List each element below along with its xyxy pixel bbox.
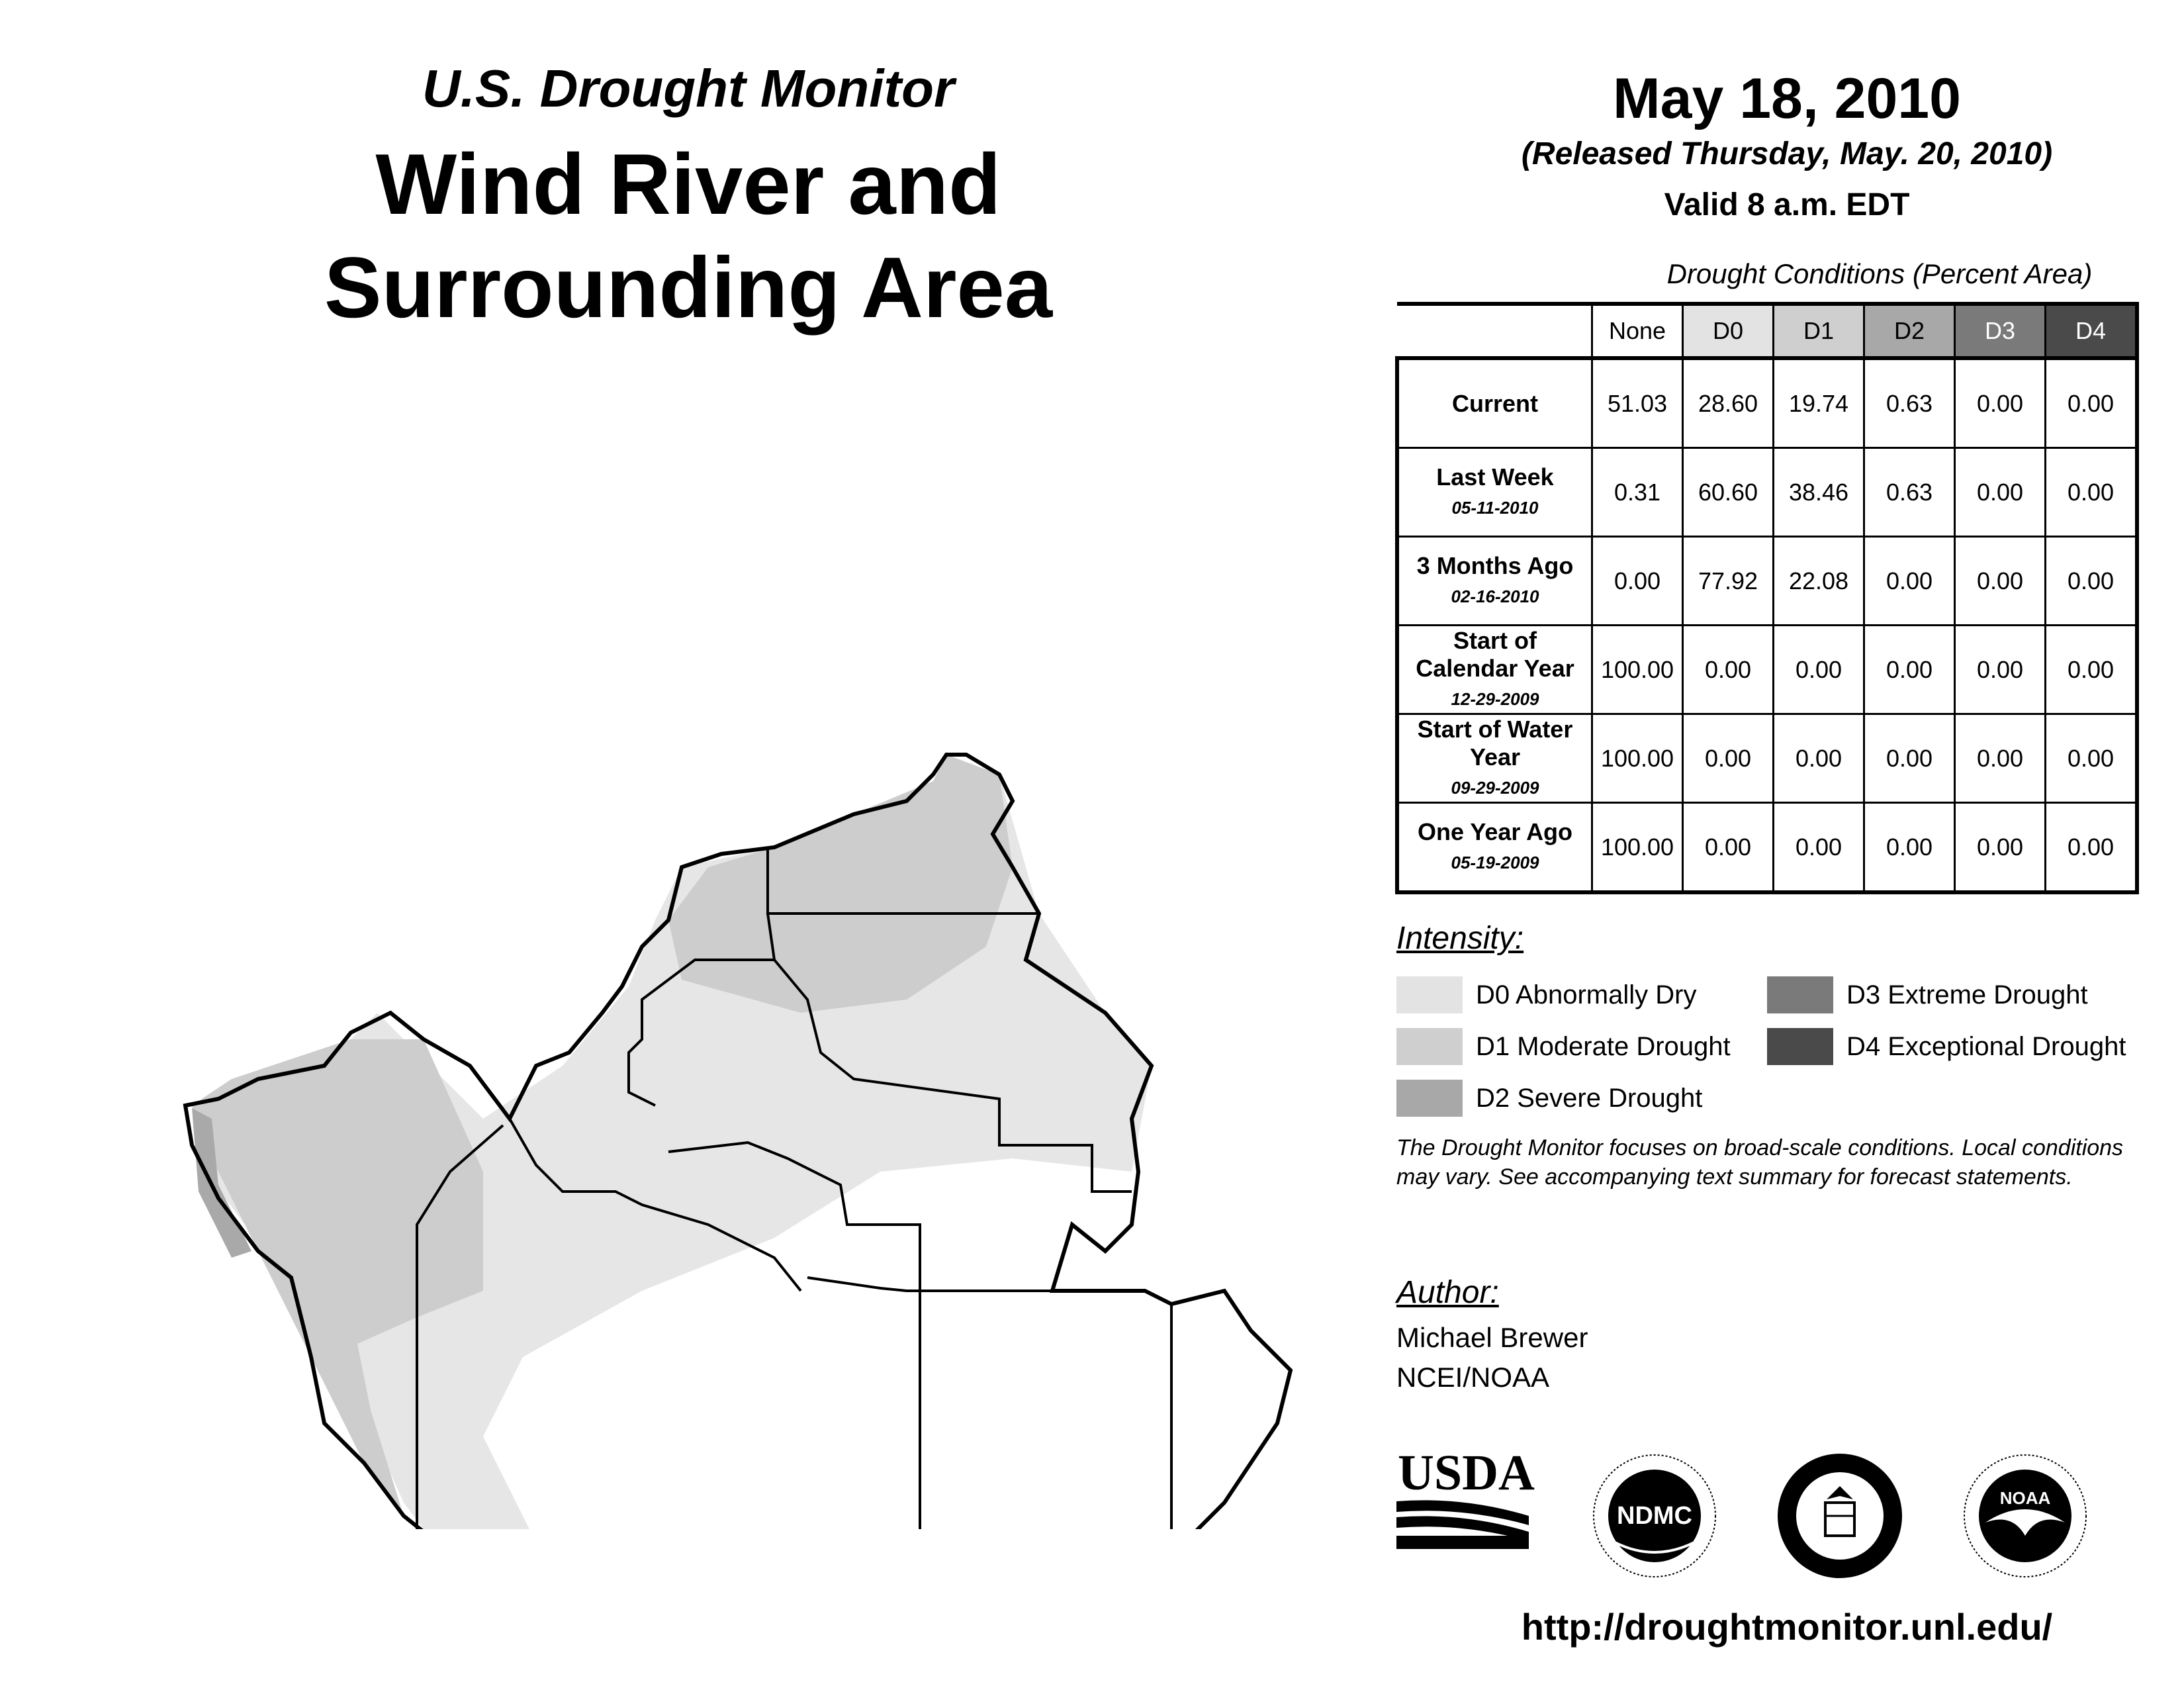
cell-d4: 0.00 bbox=[2046, 448, 2138, 537]
legend-item bbox=[1396, 1028, 1731, 1065]
usda-logo bbox=[1396, 1443, 1535, 1566]
region-title bbox=[278, 132, 1099, 339]
drought-map-svg bbox=[86, 377, 1304, 1529]
drought-monitor-url[interactable]: http://droughtmonitor.unl.edu/ bbox=[1521, 1606, 2053, 1648]
cell-d3: 0.00 bbox=[1955, 714, 2046, 803]
valid-time: Valid 8 a.m. EDT bbox=[1664, 187, 1910, 222]
department-of-commerce-seal bbox=[1774, 1450, 1906, 1585]
legend-swatch bbox=[1767, 976, 1833, 1013]
legend-label: D3 Extreme Drought bbox=[1846, 980, 2088, 1009]
author-org: NCEI/NOAA bbox=[1396, 1362, 1550, 1393]
row-sublabel-date: 05-19-2009 bbox=[1451, 852, 1539, 872]
row-label bbox=[1397, 803, 1592, 893]
legend-swatch bbox=[1396, 976, 1463, 1013]
legend-label: D1 Moderate Drought bbox=[1476, 1031, 1731, 1061]
column-header-d3: D3 bbox=[1955, 304, 2046, 358]
cell-d1: 38.46 bbox=[1774, 448, 1864, 537]
cell-none: 51.03 bbox=[1592, 358, 1683, 448]
cell-none: 0.00 bbox=[1592, 537, 1683, 626]
row-label-text: Current bbox=[1451, 389, 1538, 417]
region-title-line2: Surrounding Area bbox=[324, 239, 1053, 336]
author-name: Michael Brewer bbox=[1396, 1322, 1588, 1353]
cell-d1: 0.00 bbox=[1774, 714, 1864, 803]
cell-d3: 0.00 bbox=[1955, 537, 2046, 626]
cell-d4: 0.00 bbox=[2046, 537, 2138, 626]
row-sublabel-date: 05-11-2010 bbox=[1451, 497, 1539, 518]
noaa-logo-text: NOAA bbox=[1999, 1488, 2051, 1508]
cell-d0: 0.00 bbox=[1683, 714, 1774, 803]
legend-item bbox=[1767, 1028, 2126, 1065]
cell-d4: 0.00 bbox=[2046, 626, 2138, 714]
noaa-logo bbox=[1959, 1450, 2091, 1585]
legend-label: D4 Exceptional Drought bbox=[1846, 1031, 2126, 1061]
row-label bbox=[1397, 626, 1592, 714]
cell-d2: 0.00 bbox=[1864, 803, 1955, 893]
cell-d2: 0.00 bbox=[1864, 537, 1955, 626]
cell-none: 100.00 bbox=[1592, 803, 1683, 893]
cell-d2: 0.63 bbox=[1864, 448, 1955, 537]
table-caption: Drought Conditions (Percent Area) bbox=[1666, 258, 2093, 289]
row-label bbox=[1397, 714, 1592, 803]
cell-d4: 0.00 bbox=[2046, 803, 2138, 893]
region-title-line1: Wind River and bbox=[375, 136, 1001, 232]
drought-map bbox=[86, 377, 1304, 1529]
cell-d4: 0.00 bbox=[2046, 358, 2138, 448]
row-label bbox=[1397, 537, 1592, 626]
row-label-text: One Year Ago bbox=[1417, 818, 1573, 845]
author-title: Author: bbox=[1396, 1275, 1499, 1310]
cell-d0: 77.92 bbox=[1683, 537, 1774, 626]
cell-d1: 22.08 bbox=[1774, 537, 1864, 626]
table-corner bbox=[1397, 304, 1592, 358]
cell-none: 100.00 bbox=[1592, 626, 1683, 714]
usda-logo-text: USDA bbox=[1398, 1445, 1535, 1501]
cell-d0: 60.60 bbox=[1683, 448, 1774, 537]
legend-label: D2 Severe Drought bbox=[1476, 1083, 1703, 1113]
legend-label: D0 Abnormally Dry bbox=[1476, 980, 1697, 1009]
row-label bbox=[1397, 358, 1592, 448]
table-row bbox=[1397, 626, 2137, 714]
table-header-row bbox=[1397, 304, 2137, 358]
map-date: May 18, 2010 bbox=[1613, 67, 1961, 130]
cell-d2: 0.63 bbox=[1864, 358, 1955, 448]
cell-none: 100.00 bbox=[1592, 714, 1683, 803]
cell-d0: 0.00 bbox=[1683, 803, 1774, 893]
legend-item bbox=[1396, 1080, 1702, 1117]
cell-none: 0.31 bbox=[1592, 448, 1683, 537]
table-row bbox=[1397, 803, 2137, 893]
ndmc-logo bbox=[1588, 1450, 1721, 1585]
cell-d4: 0.00 bbox=[2046, 714, 2138, 803]
drought-conditions-table bbox=[1395, 302, 2139, 894]
cell-d3: 0.00 bbox=[1955, 358, 2046, 448]
cell-d3: 0.00 bbox=[1955, 448, 2046, 537]
cell-d0: 28.60 bbox=[1683, 358, 1774, 448]
legend-title: Intensity: bbox=[1396, 921, 1524, 956]
legend-swatch bbox=[1767, 1028, 1833, 1065]
row-sublabel-date: 09-29-2009 bbox=[1451, 777, 1539, 798]
row-label-text: Start of Calendar Year bbox=[1416, 626, 1574, 682]
cell-d3: 0.00 bbox=[1955, 626, 2046, 714]
cell-d1: 0.00 bbox=[1774, 803, 1864, 893]
row-label-text: Last Week bbox=[1436, 463, 1554, 491]
cell-d2: 0.00 bbox=[1864, 714, 1955, 803]
disclaimer-note: The Drought Monitor focuses on broad-scale conditions. Local conditions may vary. See accompanying text summary for forecast statements. bbox=[1396, 1135, 2124, 1190]
cell-d0: 0.00 bbox=[1683, 626, 1774, 714]
row-sublabel-date: 12-29-2009 bbox=[1451, 688, 1539, 709]
column-header-none: None bbox=[1592, 304, 1683, 358]
table-row bbox=[1397, 448, 2137, 537]
released-date: (Released Thursday, May. 20, 2010) bbox=[1521, 136, 2053, 171]
row-label-text: 3 Months Ago bbox=[1416, 551, 1574, 579]
row-label bbox=[1397, 448, 1592, 537]
map-subtitle: U.S. Drought Monitor bbox=[422, 59, 955, 118]
cell-d1: 0.00 bbox=[1774, 626, 1864, 714]
cell-d1: 19.74 bbox=[1774, 358, 1864, 448]
row-sublabel-date: 02-16-2010 bbox=[1451, 586, 1539, 606]
column-header-d4: D4 bbox=[2046, 304, 2138, 358]
legend-swatch bbox=[1396, 1028, 1463, 1065]
legend-swatch bbox=[1396, 1080, 1463, 1117]
table-row bbox=[1397, 358, 2137, 448]
row-label-text: Start of Water Year bbox=[1417, 715, 1573, 771]
table-row bbox=[1397, 714, 2137, 803]
cell-d3: 0.00 bbox=[1955, 803, 2046, 893]
legend-item bbox=[1767, 976, 2088, 1013]
ndmc-logo-text: NDMC bbox=[1617, 1502, 1692, 1530]
column-header-d1: D1 bbox=[1774, 304, 1864, 358]
column-header-d2: D2 bbox=[1864, 304, 1955, 358]
legend-item bbox=[1396, 976, 1696, 1013]
table-row bbox=[1397, 537, 2137, 626]
cell-d2: 0.00 bbox=[1864, 626, 1955, 714]
column-header-d0: D0 bbox=[1683, 304, 1774, 358]
